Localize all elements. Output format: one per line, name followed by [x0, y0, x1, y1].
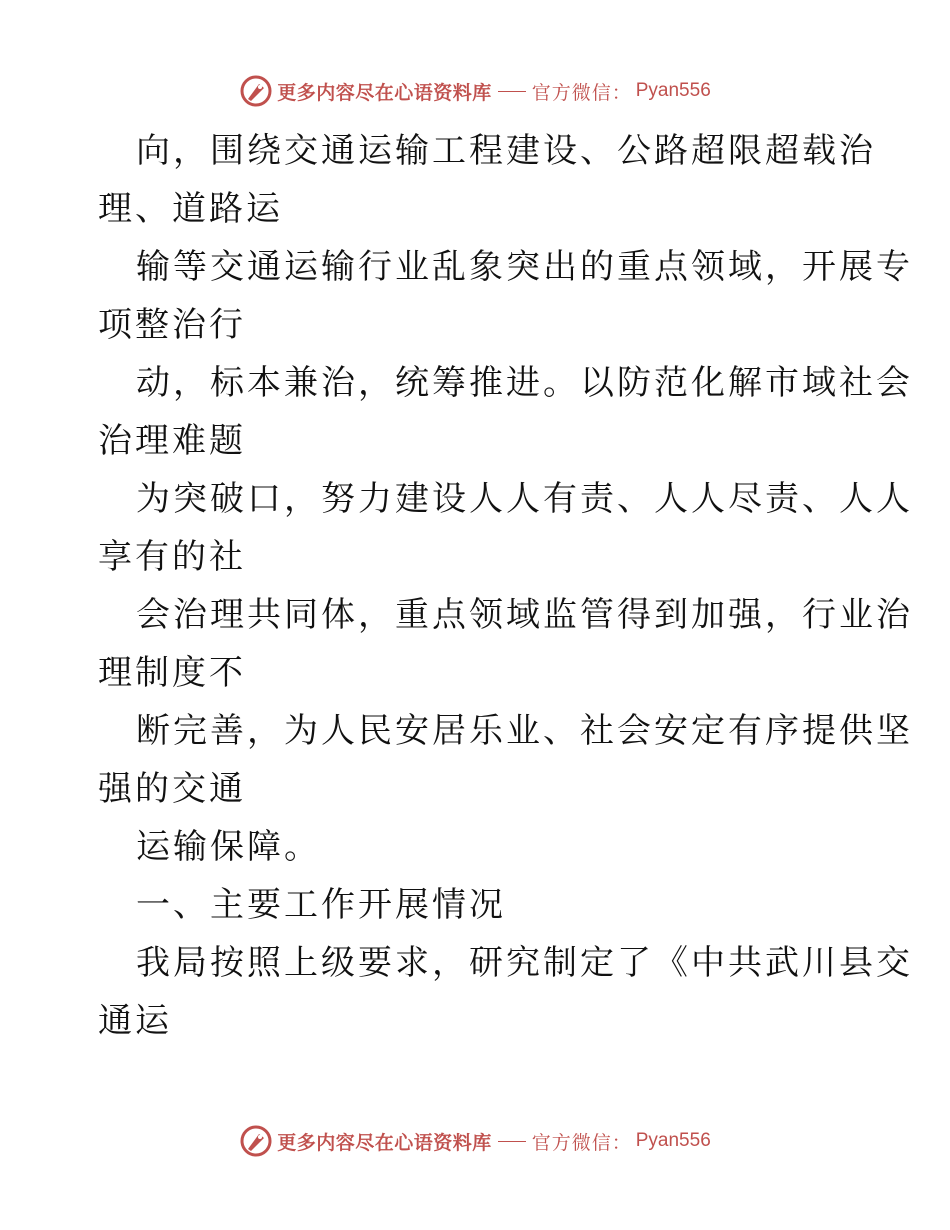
footer-banner: [0, 1122, 950, 1160]
body-line: 向，围绕交通运输工程建设、公路超限超载治: [136, 131, 876, 171]
body-line: 运输保障。: [136, 827, 321, 867]
footer-dash: [498, 1141, 526, 1142]
footer-banner-inner: [239, 1124, 711, 1158]
header-banner: [0, 72, 950, 110]
body-line: 享有的社: [98, 537, 246, 577]
body-line: 会治理共同体，重点领域监管得到加强，行业治: [136, 595, 913, 635]
header-wechat-id: Pyan556: [635, 80, 711, 101]
body-line: 为突破口，努力建设人人有责、人人尽责、人人: [136, 479, 913, 519]
body-line: 我局按照上级要求，研究制定了《中共武川县交: [136, 943, 913, 983]
document-body: [98, 122, 913, 1050]
body-line: 强的交通: [98, 769, 246, 809]
header-brand-text: 更多内容尽在心语资料库: [277, 81, 492, 104]
header-dash: [498, 91, 526, 92]
body-line: 理制度不: [98, 653, 246, 693]
section-heading: 一、主要工作开展情况: [136, 885, 506, 925]
footer-brand-text: 更多内容尽在心语资料库: [277, 1131, 492, 1154]
body-line: 动，标本兼治，统筹推进。以防范化解市域社会: [136, 363, 913, 403]
header-banner-inner: [239, 74, 711, 108]
footer-wechat-id: Pyan556: [635, 1130, 711, 1151]
footer-sub-text: 官方微信：: [531, 1131, 632, 1154]
pen-nib-logo-icon: [239, 1124, 273, 1158]
body-line: 通运: [98, 1001, 172, 1041]
body-line: 断完善，为人民安居乐业、社会安定有序提供坚: [136, 711, 913, 751]
pen-nib-logo-icon: [239, 74, 273, 108]
body-line: 治理难题: [98, 421, 246, 461]
body-line: 输等交通运输行业乱象突出的重点领域，开展专: [136, 247, 913, 287]
header-sub-text: 官方微信：: [531, 81, 632, 104]
body-line: 理、道路运: [98, 189, 283, 229]
body-line: 项整治行: [98, 305, 246, 345]
